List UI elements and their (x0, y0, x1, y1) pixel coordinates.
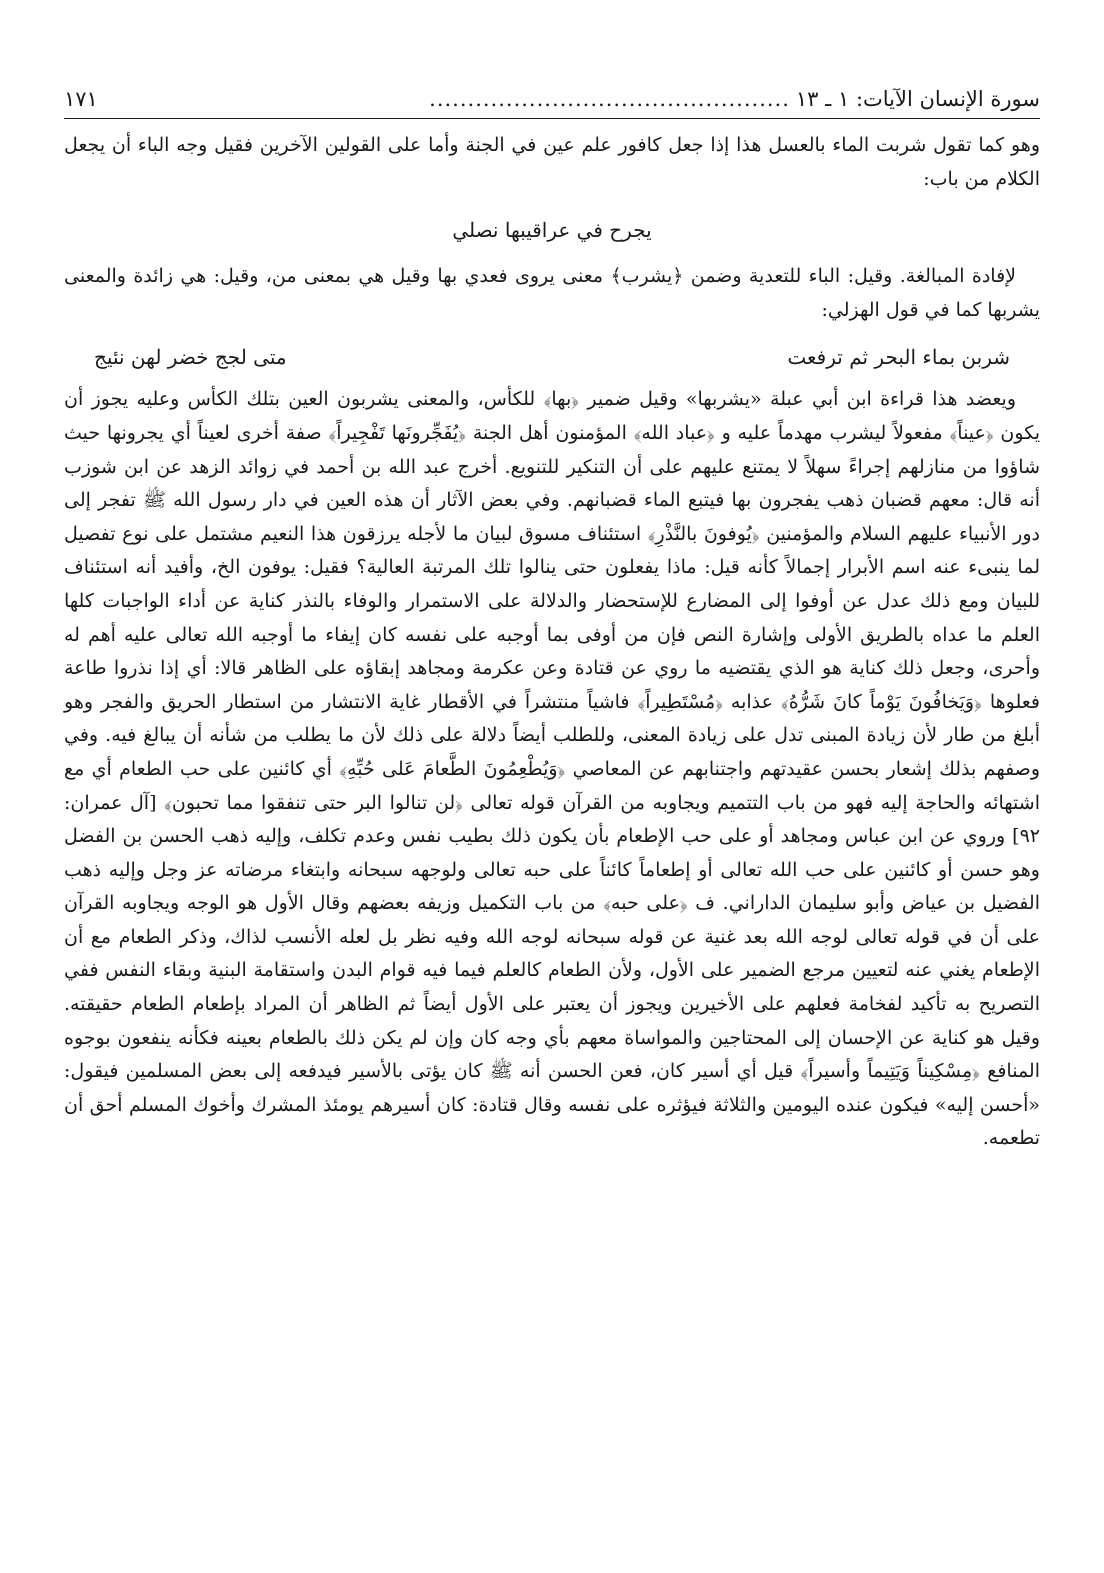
verse-couplet (94, 337, 1010, 377)
header-title: سورة الإنسان الآيات: ١ ـ ١٣ (795, 87, 1040, 111)
verse-hemistich-left: متى لجج خضر لهن نئيج (94, 345, 287, 370)
verse-hemistich-right: شربن بماء البحر ثم ترفعت (787, 345, 1010, 370)
paragraph-3: ويعضد هذا قراءة ابن أبي عبلة «يشربها» وقيل ضمير ﴿بها﴾ للكأس، والمعنى يشربون العين بتلك الكأس وعليه يجوز أن يكون ﴿عيناً﴾ مفعولاً ليشرب مهدماً عليه و ﴿عباد الله﴾ المؤمنون أهل الجنة ﴿يُفَجِّرونَها تَفْجِيراً﴾ صفة أخرى لعيناً أي يجرونها حيث شاؤوا من منازلهم إجراءً سهلاً لا يمتنع عليهم على أن التنكير للتنويع. أخرج عبد الله بن أحمد في زوائد الزهد عن ابن شوزب أنه قال: معهم قضبان ذهب يفجرون بها فيتبع الماء قضبانهم. وفي بعض الآثار أن هذه العين في دار رسول الله ﷺ تفجر إلى دور الأنبياء عليهم السلام والمؤمنين ﴿يُوفونَ بالنَّذْرِ﴾ استئناف مسوق لبيان ما لأجله يرزقون هذا النعيم مشتمل على نوع تفصيل لما ينبىء عنه اسم الأبرار إجمالاً كأنه قيل: ماذا يفعلون حتى ينالوا تلك المرتبة العالية؟ فقيل: يوفون الخ، وأفيد أنه استئناف للبيان ومع ذلك عدل عن أوفوا إلى المضارع للإستحضار والدلالة على الاستمرار والوفاء بالنذر كناية عن أداء الواجبات كلها العلم ما عداه بالطريق الأولى وإشارة النص فإن من أوفى بما أوجبه على نفسه كان إيفاء ما أوجبه الله تعالى عليه أهم له وأحرى، وجعل ذلك كناية هو الذي يقتضيه ما روي عن قتادة وعن عكرمة ومجاهد إبقاؤه على الظاهر قالا: أي إذا نذروا طاعة فعلوها ﴿وَيَخافُونَ يَوْماً كانَ شَرُّهُ﴾ عذابه ﴿مُسْتَطِيراً﴾ فاشياً منتشراً في الأقطار غاية الانتشار من استطار الحريق والفجر وهو أبلغ من طار لأن زيادة المبنى تدل على زيادة المعنى، وللطلب أيضاً دلالة على ذلك لأن ما يطلب من شأنه أن يبالغ فيه. وفي وصفهم بذلك إشعار بحسن عقيدتهم واجتنابهم عن المعاصي ﴿وَيُطْعِمُونَ الطَّعامَ عَلى حُبِّهِ﴾ أي كائنين على حب الطعام أي مع اشتهائه والحاجة إليه فهو من باب التتميم ويجاوبه من القرآن قوله تعالى ﴿لن تنالوا البر حتى تنفقوا مما تحبون﴾ [آل عمران: ٩٢] وروي عن ابن عباس ومجاهد أو على حب الإطعام بأن يكون ذلك بطيب نفس وعدم تكلف، وإليه ذهب الحسن بن الفضل وهو حسن أو كائنين على حب الله تعالى أو إطعاماً كائناً على حبه تعالى ولوجهه سبحانه وابتغاء مرضاته عز وجل وإليه ذهب الفضيل بن عياض وأبو سليمان الداراني. ف ﴿على حبه﴾ من باب التكميل وزيفه بعضهم وقال الأول هو الوجه ويجاوبه القرآن على أن في قوله تعالى لوجه الله بعد غنية عن قوله سبحانه لوجه الله وفيه نظر بل لعله الأنسب لذاك، وذكر الطعام مع أن الإطعام يغني عنه لتعيين مرجع الضمير على الأول، ولأن الطعام كالعلم فيما فيه قوام البدن واستقامة البنية وبقاء النفس ففي التصريح به تأكيد لفخامة فعلهم على الأخيرين ويجوز أن يعتبر على الأول أيضاً ثم الظاهر أن المراد بإطعام الطعام حقيقته. وقيل هو كناية عن الإحسان إلى المحتاجين والمواساة معهم بأي وجه كان وإن لم يكن ذلك بالطعام بعينه فكأنه ينفعون بوجوه المنافع ﴿مِسْكِيناً وَيَتِيماً وأسيراً﴾ قيل أي أسير كان، فعن الحسن أنه ﷺ كان يؤتى بالأسير فيدفعه إلى بعض المسلمين فيقول: «أحسن إليه» فيكون عنده اليومين والثلاثة فيؤثره على نفسه وقال قتادة: كان أسيرهم يومئذ المشرك وأخوك المسلم أحق أن تطعمه. (64, 388, 1041, 1150)
paragraph-2: لإفادة المبالغة. وقيل: الباء للتعدية وضمن ﴿يشرب﴾ معنى يروى فعدي بها وقيل هي بمعنى من، وقيل: هي زائدة والمعنى يشربها كما في قول الهزلي: (64, 265, 1040, 321)
header-leader-dots: ............................................... (429, 87, 790, 111)
page (64, 84, 1040, 1156)
running-header (64, 84, 1040, 119)
page-number: ١٧١ (64, 87, 98, 111)
paragraph-1: وهو كما تقول شربت الماء بالعسل هذا إذا جعل كافور علم عين في الجنة وأما على القولين الآخرين فقيل وجه الباء أن يجعل الكلام من باب: (64, 134, 1040, 190)
verse-centered: يجرح في عراقيبها نصلي (452, 218, 652, 243)
